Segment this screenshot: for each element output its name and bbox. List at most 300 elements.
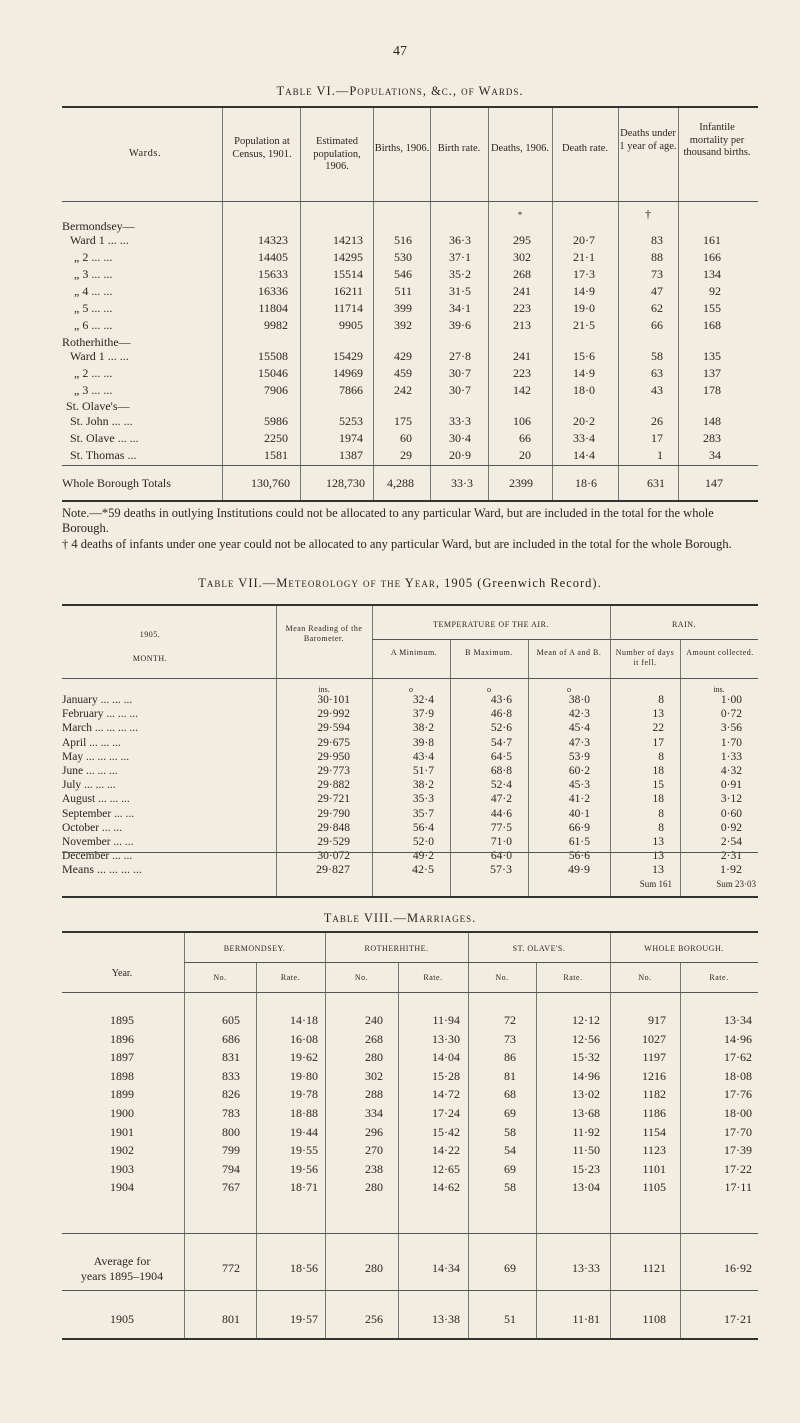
t7-cell: 71·0 xyxy=(490,836,512,848)
t8-cell: 14·62 xyxy=(432,1180,460,1195)
t7-cell: 8 xyxy=(658,750,664,763)
t6-header-deaths-under: Deaths under 1 year of age. xyxy=(619,128,677,152)
t6-cell: 242 xyxy=(394,383,412,397)
t6-cell: 530 xyxy=(394,250,412,264)
t6-cell: 9982 xyxy=(264,318,288,332)
t8-cell: 800 xyxy=(222,1124,240,1139)
t7-cell: 53·9 xyxy=(568,750,590,763)
t7-cell: 2·54 xyxy=(720,836,742,848)
t8-cell: 19·55 xyxy=(290,1143,318,1158)
t7-means-cell: 42·5 xyxy=(412,862,434,876)
t6-cell: 21·1 xyxy=(573,250,595,264)
t6-cell: 14213 xyxy=(333,233,363,247)
t7-cell: 0·72 xyxy=(720,708,742,721)
t8-cell: 18·88 xyxy=(290,1106,318,1120)
t8-cell: 11·50 xyxy=(572,1143,600,1158)
t6-cell: 178 xyxy=(703,383,721,397)
t8-cell: 334 xyxy=(365,1106,383,1120)
t8-cell: 86 xyxy=(504,1050,516,1065)
t8-cell: 14·22 xyxy=(432,1143,460,1158)
t8-cell: 17·70 xyxy=(724,1124,752,1139)
t6-header-births: Births, 1906. xyxy=(374,143,430,154)
t6-cell: 223 xyxy=(513,301,531,315)
t6-cell: 26 xyxy=(651,414,663,428)
t6-cell: 5986 xyxy=(264,414,288,428)
t6-cell: 161 xyxy=(703,233,721,247)
t8-header-rate: Rate. xyxy=(709,973,729,982)
t7-cell: 54·7 xyxy=(490,736,512,749)
t7-cell: 68·8 xyxy=(490,765,512,777)
t7-row-month: July ... ... ... xyxy=(62,779,116,792)
t6-header-deaths: Deaths, 1906. xyxy=(490,143,550,154)
t8-cell: 15·42 xyxy=(432,1124,460,1139)
t8-cell: 1123 xyxy=(642,1143,666,1158)
t8-row-year: 1899 xyxy=(110,1087,134,1102)
t6-cell: 21·5 xyxy=(573,318,595,332)
t8-cell: 15·32 xyxy=(572,1050,600,1065)
t6-cell: 429 xyxy=(394,349,412,363)
t6-row-label: Ward 1 ... ... xyxy=(70,233,129,247)
t6-cell: 15514 xyxy=(333,267,363,281)
t6-cell: 19·0 xyxy=(573,301,595,315)
t8-cell: 17·11 xyxy=(724,1180,752,1195)
t7-cell: 29·675 xyxy=(317,736,350,749)
t7-header-barometer: Mean Reading of the Barometer. xyxy=(285,624,363,643)
t7-cell: 1·33 xyxy=(720,750,742,763)
t8-header-rule xyxy=(62,992,758,993)
t7-unit-ins: ins. xyxy=(713,685,725,694)
t6-cell: 29 xyxy=(400,448,412,462)
t8-header-rate: Rate. xyxy=(280,973,301,982)
t6-row-label: St. Olave ... ... xyxy=(70,431,139,445)
t6-total-cell: 130,760 xyxy=(251,476,290,490)
t7-cell: 45·3 xyxy=(568,779,590,792)
t7-cell: 42·3 xyxy=(568,708,590,721)
t8-1905-cell: 1108 xyxy=(642,1312,666,1326)
t8-cell: 72 xyxy=(504,1013,516,1027)
t8-cell: 19·56 xyxy=(290,1161,318,1176)
t8-avg-cell: 69 xyxy=(504,1261,516,1275)
t6-cell: 15046 xyxy=(258,366,288,380)
t7-cell: 22 xyxy=(652,722,664,735)
t7-cell: 51·7 xyxy=(412,765,434,777)
t8-1905-cell: 17·21 xyxy=(724,1312,752,1326)
t7-row-month: February ... ... ... xyxy=(62,708,139,721)
t8-cell: 302 xyxy=(365,1068,383,1083)
table8-title xyxy=(0,911,800,926)
t8-cell: 917 xyxy=(648,1013,666,1027)
t7-cell: 60·2 xyxy=(568,765,590,777)
t7-cell: 37·9 xyxy=(412,708,434,721)
t8-cell: 19·78 xyxy=(290,1087,318,1102)
t6-row-label: St. John ... ... xyxy=(70,414,133,428)
t8-cell: 18·08 xyxy=(724,1068,752,1083)
t7-cell: 38·2 xyxy=(412,722,434,735)
t8-cell: 19·80 xyxy=(290,1068,318,1083)
table7-title xyxy=(0,576,800,591)
t7-cell: 29·721 xyxy=(317,793,350,806)
t7-means-cell: 1·92 xyxy=(720,862,742,876)
t7-unit-ins: ins. xyxy=(318,685,330,694)
t7-cell: 18 xyxy=(652,765,664,777)
t6-cell: 7906 xyxy=(264,383,288,397)
t8-cell: 1182 xyxy=(642,1087,666,1102)
t6-bottom-rule xyxy=(62,500,758,502)
t8-cell: 14·18 xyxy=(290,1013,318,1027)
t7-cell: 39·8 xyxy=(412,736,434,749)
t8-cell: 296 xyxy=(365,1124,383,1139)
t8-cell: 73 xyxy=(504,1031,516,1046)
t6-cell: 36·3 xyxy=(449,233,471,247)
t8-cell: 833 xyxy=(222,1068,240,1083)
t7-cell: 61·5 xyxy=(568,836,590,848)
t6-cell: 2250 xyxy=(264,431,288,445)
t7-cell: 29·992 xyxy=(317,708,350,721)
t7-cell: 43·4 xyxy=(412,750,434,763)
t6-cell: 134 xyxy=(703,267,721,281)
t7-sum-days: Sum 161 xyxy=(639,879,672,889)
t7-cell: 38·2 xyxy=(412,779,434,792)
t6-cell: 175 xyxy=(394,414,412,428)
t6-cell: 33·3 xyxy=(449,414,471,428)
t8-cell: 69 xyxy=(504,1106,516,1120)
t6-cell: 15633 xyxy=(258,267,288,281)
t8-row-year: 1903 xyxy=(110,1161,134,1176)
t7-cell: 8 xyxy=(658,694,664,706)
t6-cell: 14·9 xyxy=(573,284,595,298)
t7-subheader-rule xyxy=(372,639,758,640)
t8-cell: 11·92 xyxy=(572,1124,600,1139)
t8-1905-cell: 51 xyxy=(504,1312,516,1326)
t6-header-death-rate: Death rate. xyxy=(561,143,609,154)
t7-cell: 45·4 xyxy=(568,722,590,735)
t7-cell: 30·072 xyxy=(317,850,350,863)
t6-cell: 37·1 xyxy=(449,250,471,264)
t7-cell: 29·594 xyxy=(317,722,350,735)
t6-row-label: St. Thomas ... xyxy=(70,448,137,462)
t8-avg-cell: 14·34 xyxy=(432,1261,460,1275)
t7-cell: 8 xyxy=(658,807,664,820)
t8-row-year: 1896 xyxy=(110,1031,134,1046)
t8-cell: 238 xyxy=(365,1161,383,1176)
t6-cell: 511 xyxy=(394,284,412,298)
t6-cell: 30·7 xyxy=(449,383,471,397)
t6-cell: 14·9 xyxy=(573,366,595,380)
t6-total-rule xyxy=(62,465,758,466)
t8-cell: 799 xyxy=(222,1143,240,1158)
t7-cell: 49·2 xyxy=(412,850,434,863)
t7-cell: 43·6 xyxy=(490,694,512,706)
t8-cell: 54 xyxy=(504,1143,516,1158)
t6-cell: 223 xyxy=(513,366,531,380)
t7-header-year: 1905. xyxy=(139,630,161,639)
t6-cell: 16336 xyxy=(258,284,288,298)
t7-row-month: May ... ... ... ... xyxy=(62,750,130,763)
table7-title-prefix: Table VII.— xyxy=(198,576,277,590)
t8-cell: 18·00 xyxy=(724,1106,752,1120)
t7-cell: 15 xyxy=(652,779,664,792)
t7-cell: 52·0 xyxy=(412,836,434,848)
t8-row-year: 1895 xyxy=(110,1013,134,1027)
t6-cell: 135 xyxy=(703,349,721,363)
t8-cell: 16·08 xyxy=(290,1031,318,1046)
t6-cell: 137 xyxy=(703,366,721,380)
t6-cell: 92 xyxy=(709,284,721,298)
t7-cell: 35·3 xyxy=(412,793,434,806)
t7-cell: 13 xyxy=(652,836,664,848)
t8-row-year: 1897 xyxy=(110,1050,134,1065)
t6-cell: 15·6 xyxy=(573,349,595,363)
t8-1905-cell: 19·57 xyxy=(290,1312,318,1326)
t8-cell: 11·94 xyxy=(432,1013,460,1027)
t7-cell: 38·0 xyxy=(568,694,590,706)
t8-avg-cell: 772 xyxy=(222,1261,240,1275)
t7-cell: 1·70 xyxy=(720,736,742,749)
t8-row-year: 1904 xyxy=(110,1180,134,1195)
table7-title-main: Meteorology of the Year, 1905 xyxy=(276,576,474,590)
t7-cell: 44·6 xyxy=(490,807,512,820)
t6-cell: 1387 xyxy=(339,448,363,462)
t6-cell: 34 xyxy=(709,448,721,462)
t8-cell: 1101 xyxy=(642,1161,666,1176)
t7-means-label: Means ... ... ... ... xyxy=(62,862,142,876)
t8-cell: 783 xyxy=(222,1106,240,1120)
t6-group-st-olaves: St. Olave's— xyxy=(66,399,130,413)
t6-cell: 15508 xyxy=(258,349,288,363)
t6-header-wards: Wards. xyxy=(128,148,162,159)
t6-cell: 241 xyxy=(513,349,531,363)
t6-cell: 63 xyxy=(651,366,663,380)
t7-row-month: December ... ... xyxy=(62,850,133,863)
t8-cell: 13·34 xyxy=(724,1013,752,1027)
t8-cell: 14·04 xyxy=(432,1050,460,1065)
t6-total-label: Whole Borough Totals xyxy=(62,476,171,490)
t7-means-cell: 13 xyxy=(652,862,664,876)
t6-header-infantile: Infantile mortality per thousand births. xyxy=(683,122,751,159)
t8-row-year: 1898 xyxy=(110,1068,134,1083)
t7-cell: 52·6 xyxy=(490,722,512,735)
t7-cell: 13 xyxy=(652,708,664,721)
t7-cell: 35·7 xyxy=(412,807,434,820)
t6-header-rule xyxy=(62,201,758,202)
t8-cell: 268 xyxy=(365,1031,383,1046)
t7-cell: 29·882 xyxy=(317,779,350,792)
t6-total-cell: 631 xyxy=(647,476,665,490)
t6-cell: 302 xyxy=(513,250,531,264)
t6-row-label: „ 4 ... ... xyxy=(74,284,113,298)
t8-cell: 19·44 xyxy=(290,1124,318,1139)
t8-avg-cell: 1121 xyxy=(642,1261,666,1275)
t8-header-rate: Rate. xyxy=(423,973,443,982)
t6-cell: 268 xyxy=(513,267,531,281)
t7-cell: 17 xyxy=(652,736,664,749)
t7-cell: 29·773 xyxy=(317,765,350,777)
t8-cell: 18·71 xyxy=(290,1180,318,1195)
t6-cell: 516 xyxy=(394,233,412,247)
t7-means-rule xyxy=(62,852,758,853)
table6-title xyxy=(0,84,800,99)
t8-cell: 17·62 xyxy=(724,1050,752,1065)
t6-cell: 14323 xyxy=(258,233,288,247)
t8-1905-cell: 256 xyxy=(365,1312,383,1326)
t8-cell: 826 xyxy=(222,1087,240,1102)
t8-subheader-rule xyxy=(184,962,758,963)
t7-vline xyxy=(276,606,277,897)
t8-cell: 58 xyxy=(504,1124,516,1139)
t6-cell: 20 xyxy=(519,448,531,462)
t6-total-cell: 4,288 xyxy=(387,476,414,490)
t6-cell: 11804 xyxy=(258,301,288,315)
t8-header-no: No. xyxy=(495,973,509,982)
t7-cell: 18 xyxy=(652,793,664,806)
t8-row-year: 1902 xyxy=(110,1143,134,1158)
t6-cell: 43 xyxy=(651,383,663,397)
t8-header-no: No. xyxy=(638,973,652,982)
t7-cell: 2·31 xyxy=(720,850,742,863)
t6-cell: 546 xyxy=(394,267,412,281)
t7-sum-amount: Sum 23·03 xyxy=(716,879,756,889)
t6-cell: 15429 xyxy=(333,349,363,363)
t8-cell: 288 xyxy=(365,1087,383,1102)
t7-cell: 4·32 xyxy=(720,765,742,777)
t6-group-bermondsey: Bermondsey— xyxy=(62,219,135,233)
table7-bottom-rule xyxy=(62,896,758,898)
t8-1905-year: 1905 xyxy=(110,1312,134,1326)
t6-cell: 39·6 xyxy=(449,318,471,332)
t7-cell: 8 xyxy=(658,821,664,834)
t7-cell: 64·0 xyxy=(490,850,512,863)
t6-note1 xyxy=(62,506,762,536)
t6-cell: 7866 xyxy=(339,383,363,397)
t6-cell: 20·2 xyxy=(573,414,595,428)
t8-cell: 13·02 xyxy=(572,1087,600,1102)
t7-cell: 40·1 xyxy=(568,807,590,820)
table8-bottom-rule xyxy=(62,1338,758,1340)
t8-avg-cell: 18·56 xyxy=(290,1261,318,1275)
t6-cell: 9905 xyxy=(339,318,363,332)
t6-cell: 20·9 xyxy=(449,448,471,462)
t8-cell: 14·96 xyxy=(724,1031,752,1046)
t7-cell: 29·529 xyxy=(317,836,350,848)
t7-row-month: September ... ... xyxy=(62,807,135,820)
t6-row-label: „ 5 ... ... xyxy=(74,301,113,315)
t7-row-month: January ... ... ... xyxy=(62,694,133,706)
t6-cell: 1 xyxy=(657,448,663,462)
t8-cell: 19·62 xyxy=(290,1050,318,1065)
t7-cell: 0·60 xyxy=(720,807,742,820)
t7-header-rule xyxy=(62,678,758,679)
t6-cell: 213 xyxy=(513,318,531,332)
t7-cell: 3·56 xyxy=(720,722,742,735)
t8-header-no: No. xyxy=(213,973,227,982)
t8-row-year: 1901 xyxy=(110,1124,134,1139)
t7-cell: 52·4 xyxy=(490,779,512,792)
t8-cell: 17·39 xyxy=(724,1143,752,1158)
t8-header-rate: Rate. xyxy=(563,973,583,982)
t7-row-month: August ... ... ... xyxy=(62,793,130,806)
t6-cell: 14295 xyxy=(333,250,363,264)
t7-row-month: June ... ... ... xyxy=(62,765,118,777)
t6-header-estimated: Estimated population, 1906. xyxy=(313,136,361,173)
t7-row-month: April ... ... ... xyxy=(62,736,121,749)
t7-cell: 46·8 xyxy=(490,708,512,721)
t7-cell: 32·4 xyxy=(412,694,434,706)
t8-cell: 69 xyxy=(504,1161,516,1176)
t6-cell: 1581 xyxy=(264,448,288,462)
t6-cell: 1974 xyxy=(339,431,363,445)
table8-top-rule xyxy=(62,931,758,933)
t8-cell: 12·65 xyxy=(432,1161,460,1176)
t6-total-cell: 33·3 xyxy=(451,476,473,490)
t7-cell: 3·12 xyxy=(720,793,742,806)
t7-cell: 29·950 xyxy=(317,750,350,763)
table7-title-suffix: (Greenwich Record). xyxy=(477,576,602,590)
t8-header-no: No. xyxy=(354,973,369,982)
t6-header-population: Population at Census, 1901. xyxy=(232,136,292,160)
t8-cell: 1197 xyxy=(642,1050,666,1065)
t6-cell: 66 xyxy=(651,318,663,332)
t7-header-month: MONTH. xyxy=(132,654,168,663)
t8-cell: 17·22 xyxy=(724,1161,752,1176)
t8-cell: 1105 xyxy=(642,1180,666,1195)
t6-under-mark: † xyxy=(645,207,651,221)
t6-header-birth-rate: Birth rate. xyxy=(437,143,481,154)
t8-avg-cell: 280 xyxy=(365,1261,383,1275)
t7-means-cell: 57·3 xyxy=(490,862,512,876)
table8-title-prefix: Table VIII.— xyxy=(323,911,407,925)
t7-cell: 64·5 xyxy=(490,750,512,763)
t7-cell: 1·00 xyxy=(720,694,742,706)
t6-deaths-mark: * xyxy=(517,210,523,220)
t8-cell: 81 xyxy=(504,1068,516,1083)
t6-cell: 31·5 xyxy=(449,284,471,298)
t8-cell: 17·24 xyxy=(432,1106,460,1120)
t7-header-days: Number of days it fell. xyxy=(615,648,675,667)
t8-cell: 15·23 xyxy=(572,1161,600,1176)
t6-row-label: „ 6 ... ... xyxy=(74,318,113,332)
t6-cell: 17·3 xyxy=(573,267,595,281)
t7-cell: 30·101 xyxy=(317,694,350,706)
table7-top-rule xyxy=(62,604,758,606)
t7-row-month: November ... ... xyxy=(62,836,134,848)
t8-1905-cell: 801 xyxy=(222,1312,240,1326)
page-number: 47 xyxy=(393,44,407,59)
t6-note1-text: Note.—*59 deaths in outlying Institutions could not be allocated to any particular Ward, but are included in the total for the whole Borough. xyxy=(62,506,714,535)
t6-cell: 88 xyxy=(651,250,663,264)
t6-cell: 5253 xyxy=(339,414,363,428)
t6-cell: 58 xyxy=(651,349,663,363)
t7-header-min: A Minimum. xyxy=(390,648,438,657)
t6-cell: 33·4 xyxy=(573,431,595,445)
t6-cell: 14405 xyxy=(258,250,288,264)
t6-note2 xyxy=(62,537,762,552)
t7-row-month: March ... ... ... ... xyxy=(62,722,139,735)
t7-header-rain: RAIN. xyxy=(671,620,697,629)
t8-cell: 686 xyxy=(222,1031,240,1046)
t6-group-rotherhithe: Rotherhithe— xyxy=(62,335,131,349)
t8-header-rotherhithe: ROTHERHITHE. xyxy=(364,944,429,953)
t6-cell: 14969 xyxy=(333,366,363,380)
t6-cell: 283 xyxy=(703,431,721,445)
t6-cell: 142 xyxy=(513,383,531,397)
t8-cell: 794 xyxy=(222,1161,240,1176)
t6-row-label: „ 3 ... ... xyxy=(74,267,113,281)
t8-header-st-olaves: ST. OLAVE'S. xyxy=(512,944,566,953)
t8-cell: 12·12 xyxy=(572,1013,600,1027)
t6-cell: 459 xyxy=(394,366,412,380)
t6-cell: 148 xyxy=(703,414,721,428)
t7-unit-deg: o xyxy=(409,685,413,694)
